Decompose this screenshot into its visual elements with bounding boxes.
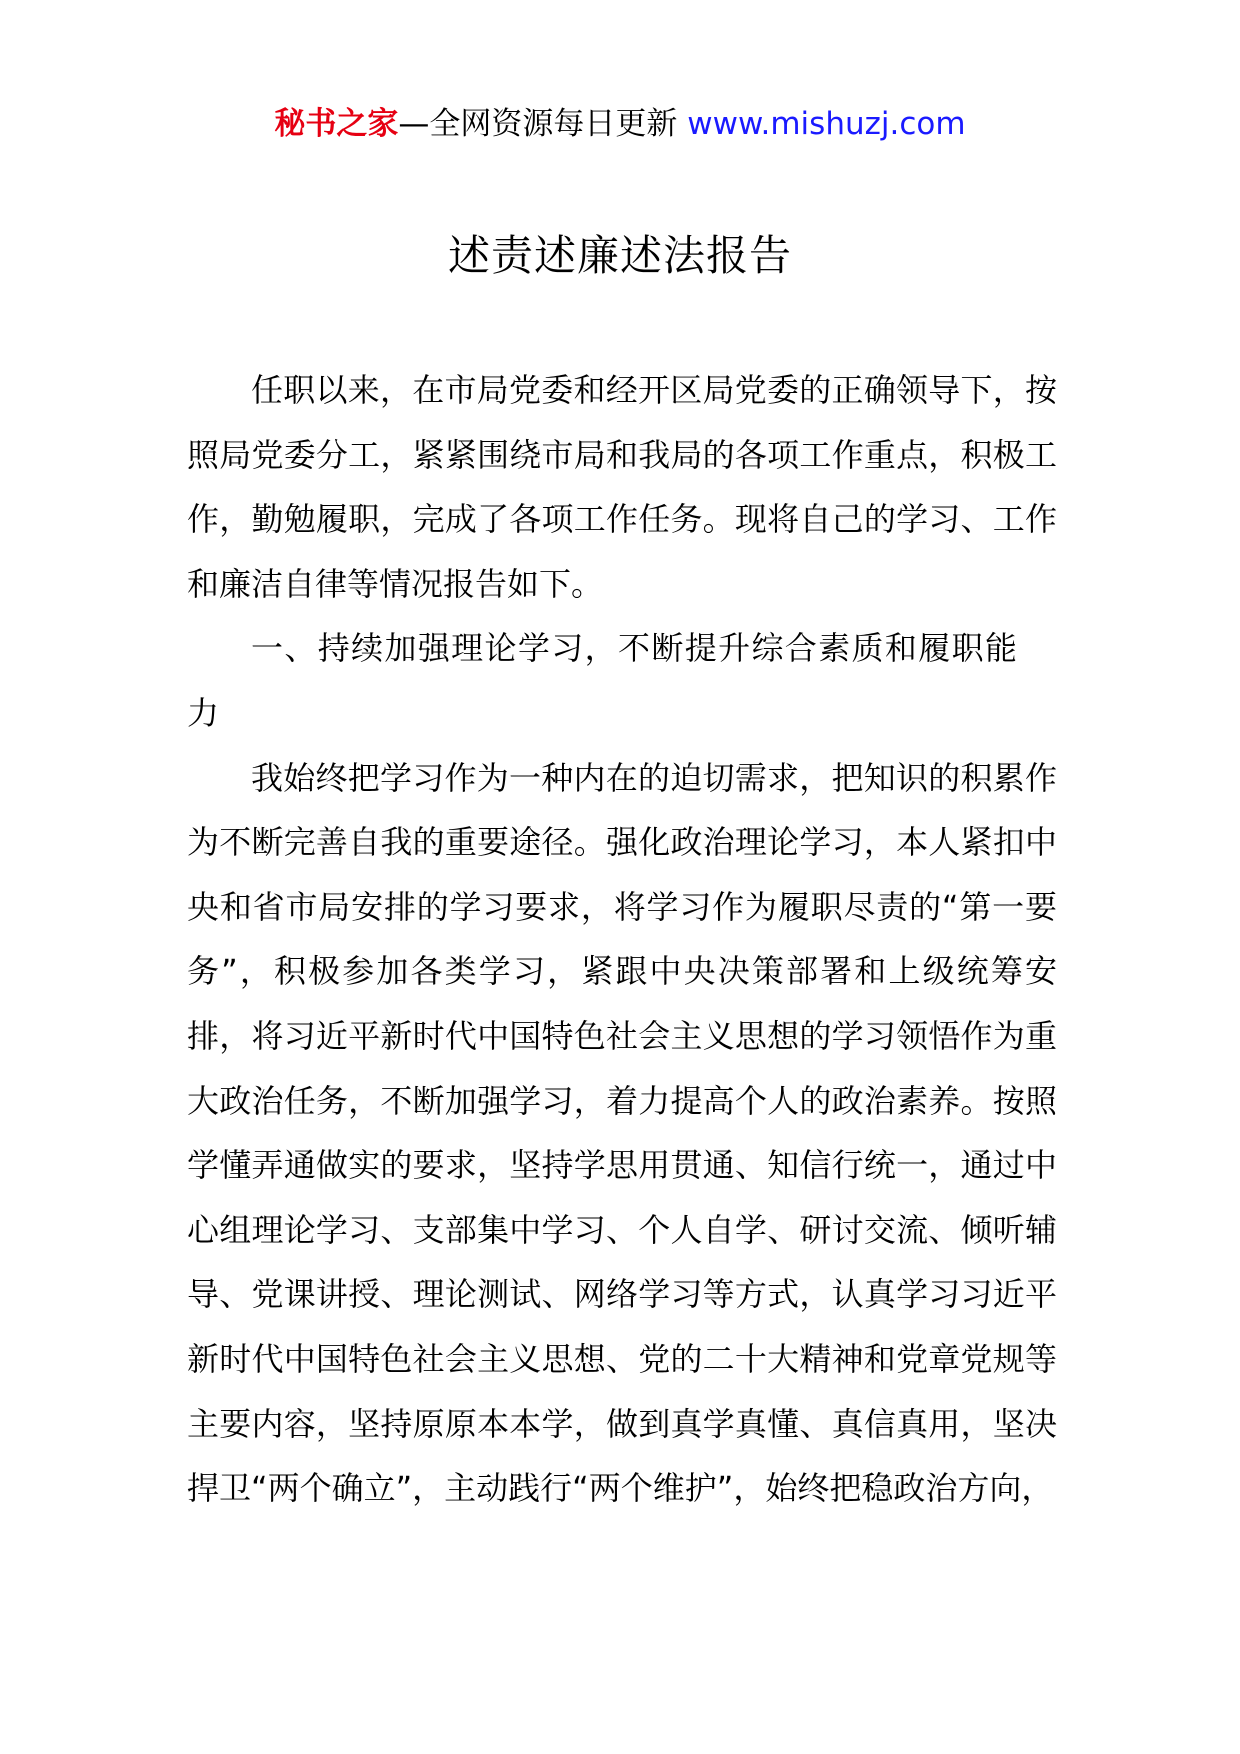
site-header: [0, 102, 1240, 146]
document-body: [187, 358, 1057, 1521]
document-title: 述责述廉述法报告: [447, 231, 792, 280]
website-link[interactable]: www.mishuzj.com: [687, 106, 966, 142]
section-heading: 一、持续加强理论学习，不断提升综合素质和履职能力: [187, 629, 1017, 732]
brand-name: 秘书之家: [274, 106, 399, 142]
body-paragraph: 我始终把学习作为一种内在的迫切需求，把知识的积累作为不断完善自我的重要途径。强化政治理论学习，本人紧扣中央和省市局安排的学习要求，将学习作为履职尽责的“第一要务”，积极参加各类学习，紧跟中央决策部署和上级统筹安排，将习近平新时代中国特色社会主义思想的学习领悟作为重大政治任务，不断加强学习，着力提高个人的政治素养。按照学懂弄通做实的要求，坚持学思用贯通、知信行统一，通过中心组理论学习、支部集中学习、个人自学、研讨交流、倾听辅导、党课讲授、理论测试、网络学习等方式，认真学习习近平新时代中国特色社会主义思想、党的二十大精神和党章党规等主要内容，坚持原原本本学，做到真学真懂、真信真用，坚决捍卫“两个确立”，主动践行“两个维护”，始终把稳政治方向，: [187, 758, 1057, 1508]
intro-paragraph: 任职以来，在市局党委和经开区局党委的正确领导下，按照局党委分工，紧紧围绕市局和我局的各项工作重点，积极工作，勤勉履职，完成了各项工作任务。现将自己的学习、工作和廉洁自律等情况报告如下。: [187, 371, 1057, 603]
header-tagline: —全网资源每日更新: [398, 106, 688, 142]
